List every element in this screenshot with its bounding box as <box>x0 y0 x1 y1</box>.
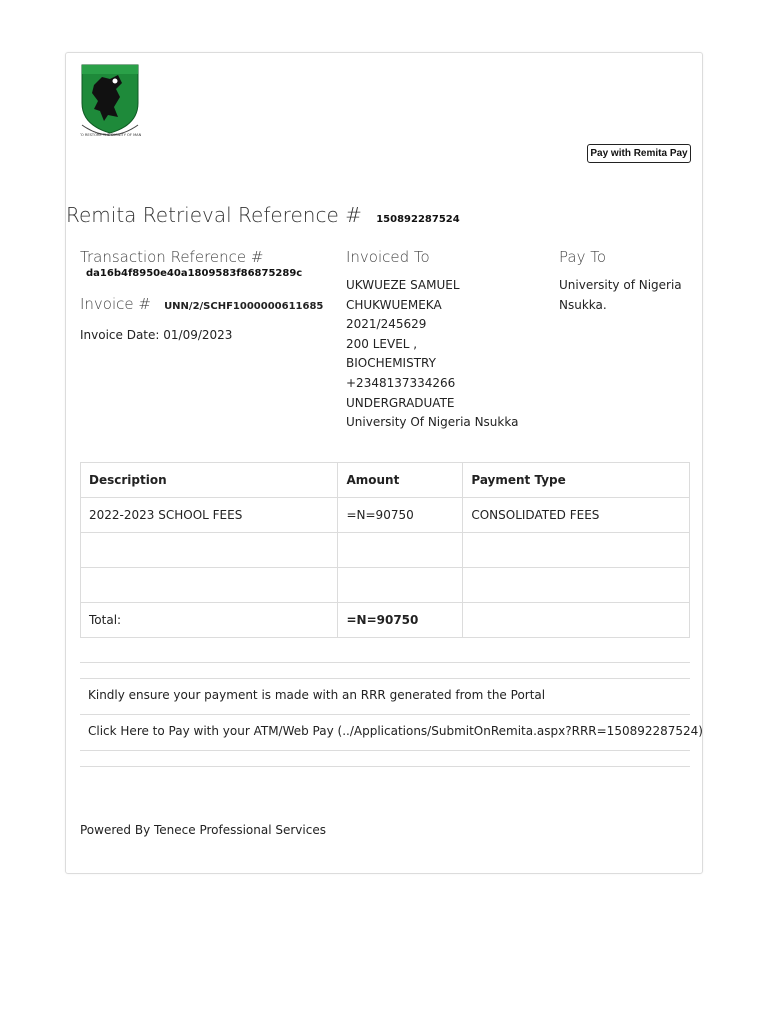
invoiced-to-line: BIOCHEMISTRY <box>346 356 436 371</box>
transaction-reference-label: Transaction Reference # <box>80 248 264 266</box>
invoiced-to-line: CHUKWUEMEKA <box>346 297 442 312</box>
pay-to-line: Nsukka. <box>559 297 607 312</box>
invoice-number-value: UNN/2/SCHF1000000611685 <box>164 301 324 312</box>
invoiced-to-label: Invoiced To <box>346 248 430 266</box>
rrr-label: Remita Retrieval Reference # <box>66 203 362 227</box>
total-empty-cell <box>463 603 690 638</box>
row-payment-type: CONSOLIDATED FEES <box>463 498 690 533</box>
invoiced-to-line: UNDERGRADUATE <box>346 395 455 410</box>
total-label: Total: <box>81 603 338 638</box>
divider <box>80 750 690 751</box>
invoiced-to-line: +2348137334266 <box>346 375 456 390</box>
table-row <box>81 568 690 603</box>
pay-with-remita-button[interactable]: Pay with Remita Pay <box>587 144 691 163</box>
column-header-description: Description <box>81 463 338 498</box>
invoiced-to-details <box>346 276 518 433</box>
pay-to-details <box>559 276 682 315</box>
invoiced-to-line: 200 LEVEL , <box>346 336 418 351</box>
divider <box>80 714 690 715</box>
table-total-row <box>81 603 690 638</box>
invoice-number-label: Invoice # <box>80 295 151 313</box>
row-amount <box>338 568 463 603</box>
table-header-row <box>81 463 690 498</box>
invoice-number-line <box>80 294 323 313</box>
university-crest-logo <box>80 63 142 139</box>
row-payment-type <box>463 568 690 603</box>
powered-by-footer: Powered By Tenece Professional Services <box>80 823 326 837</box>
rrr-portal-notice: Kindly ensure your payment is made with an RRR generated from the Portal <box>88 688 546 702</box>
invoiced-to-line: UKWUEZE SAMUEL <box>346 278 460 292</box>
column-header-payment-type: Payment Type <box>463 463 690 498</box>
row-payment-type <box>463 533 690 568</box>
invoice-date: Invoice Date: 01/09/2023 <box>80 328 233 342</box>
row-description <box>81 533 338 568</box>
row-amount: =N=90750 <box>338 498 463 533</box>
divider <box>80 766 690 767</box>
row-description <box>81 568 338 603</box>
column-header-amount: Amount <box>338 463 463 498</box>
table-row <box>81 533 690 568</box>
rrr-heading <box>66 203 460 227</box>
svg-text:TO RESTORE THE DIGNITY OF MAN: TO RESTORE THE DIGNITY OF MAN <box>80 133 142 137</box>
pay-to-line: University of Nigeria <box>559 278 682 292</box>
divider <box>80 678 690 679</box>
invoice-card <box>65 52 703 874</box>
total-amount: =N=90750 <box>338 603 463 638</box>
invoice-items-table <box>80 462 690 638</box>
row-amount <box>338 533 463 568</box>
transaction-reference-value: da16b4f8950e40a1809583f86875289c <box>86 268 303 279</box>
invoiced-to-line: University Of Nigeria Nsukka <box>346 415 519 430</box>
pay-to-label: Pay To <box>559 248 606 266</box>
divider <box>80 662 690 663</box>
rrr-number: 150892287524 <box>376 214 460 225</box>
table-row <box>81 498 690 533</box>
row-description: 2022-2023 SCHOOL FEES <box>81 498 338 533</box>
invoiced-to-line: 2021/245629 <box>346 317 427 332</box>
atm-web-pay-link[interactable]: Click Here to Pay with your ATM/Web Pay (../Applications/SubmitOnRemita.aspx?RRR=150892287524) <box>88 724 703 738</box>
